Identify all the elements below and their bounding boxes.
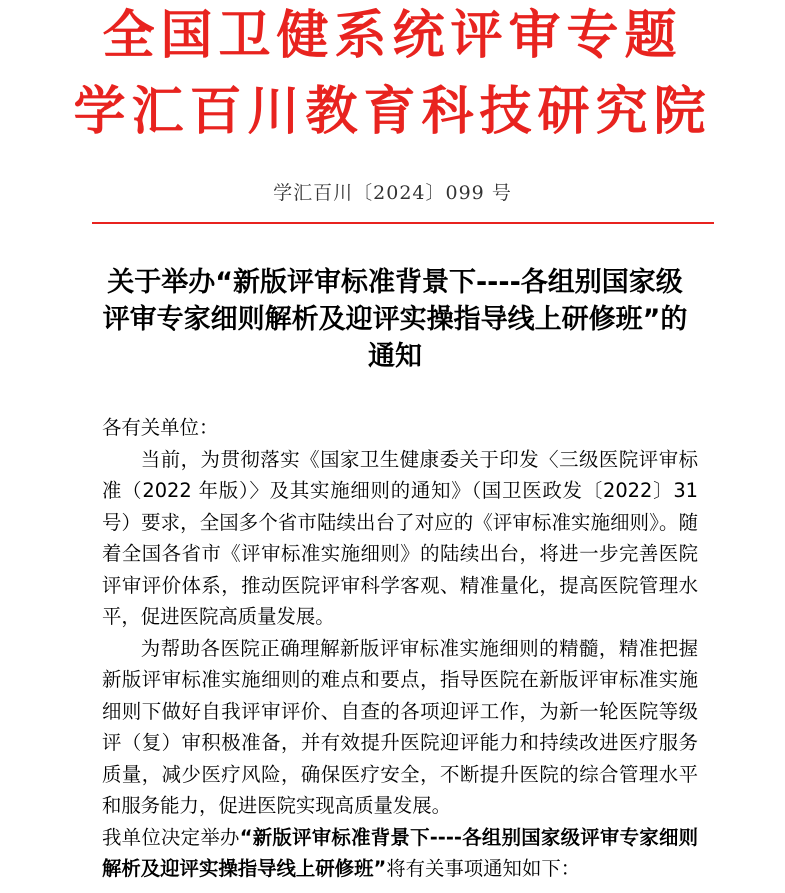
red-header-title-line2: 学汇百川教育科技研究院: [73, 82, 712, 142]
paragraph-3-prefix: 我单位决定举办: [102, 825, 240, 849]
notice-body: [102, 412, 698, 885]
paragraph-2: 为帮助各医院正确理解新版评审标准实施细则的精髓，精准把握新版评审标准实施细则的难点和要点，指导医院在新版评审标准实施细则下做好自我评审评价、自查的各项迎评工作，为新一轮医院等级评（复）审积极准备，并有效提升医院迎评能力和持续改进医疗服务质量，减少医疗风险，确保医疗安全，不断提升医院的综合管理水平和服务能力，促进医院实现高质量发展。: [102, 636, 698, 817]
paragraph-1: 当前，为贯彻落实《国家卫生健康委关于印发〈三级医院评审标准（2022 年版）〉及其实施细则的通知》（国卫医政发〔2022〕31 号）要求，全国多个省市陆续出台了对应的《评审标准实施细则》。随着全国各省市《评审标准实施细则》的陆续出台，将进一步完善医院评审评价体系，推动医院评审科学客观、精准量化，提高医院管理水平，促进医院高质量发展。: [102, 447, 698, 628]
salutation: 各有关单位：: [102, 416, 219, 439]
training-course-name: “新版评审标准背景下----各组别国家级评审专家细则解析及迎评实操指导线上研修班”: [102, 825, 699, 880]
document-number: 学汇百川〔2024〕099 号: [273, 182, 512, 204]
paragraph-3: [102, 822, 698, 885]
notice-heading: 关于举办“新版评审标准背景下----各组别国家级评审专家细则解析及迎评实操指导线上研修班”的通知: [102, 267, 688, 372]
red-header-title-line1: 全国卫健系统评审专题: [102, 6, 683, 66]
paragraph-3-suffix: 将有关事项通知如下：: [386, 857, 581, 880]
red-divider-line: [92, 222, 714, 224]
